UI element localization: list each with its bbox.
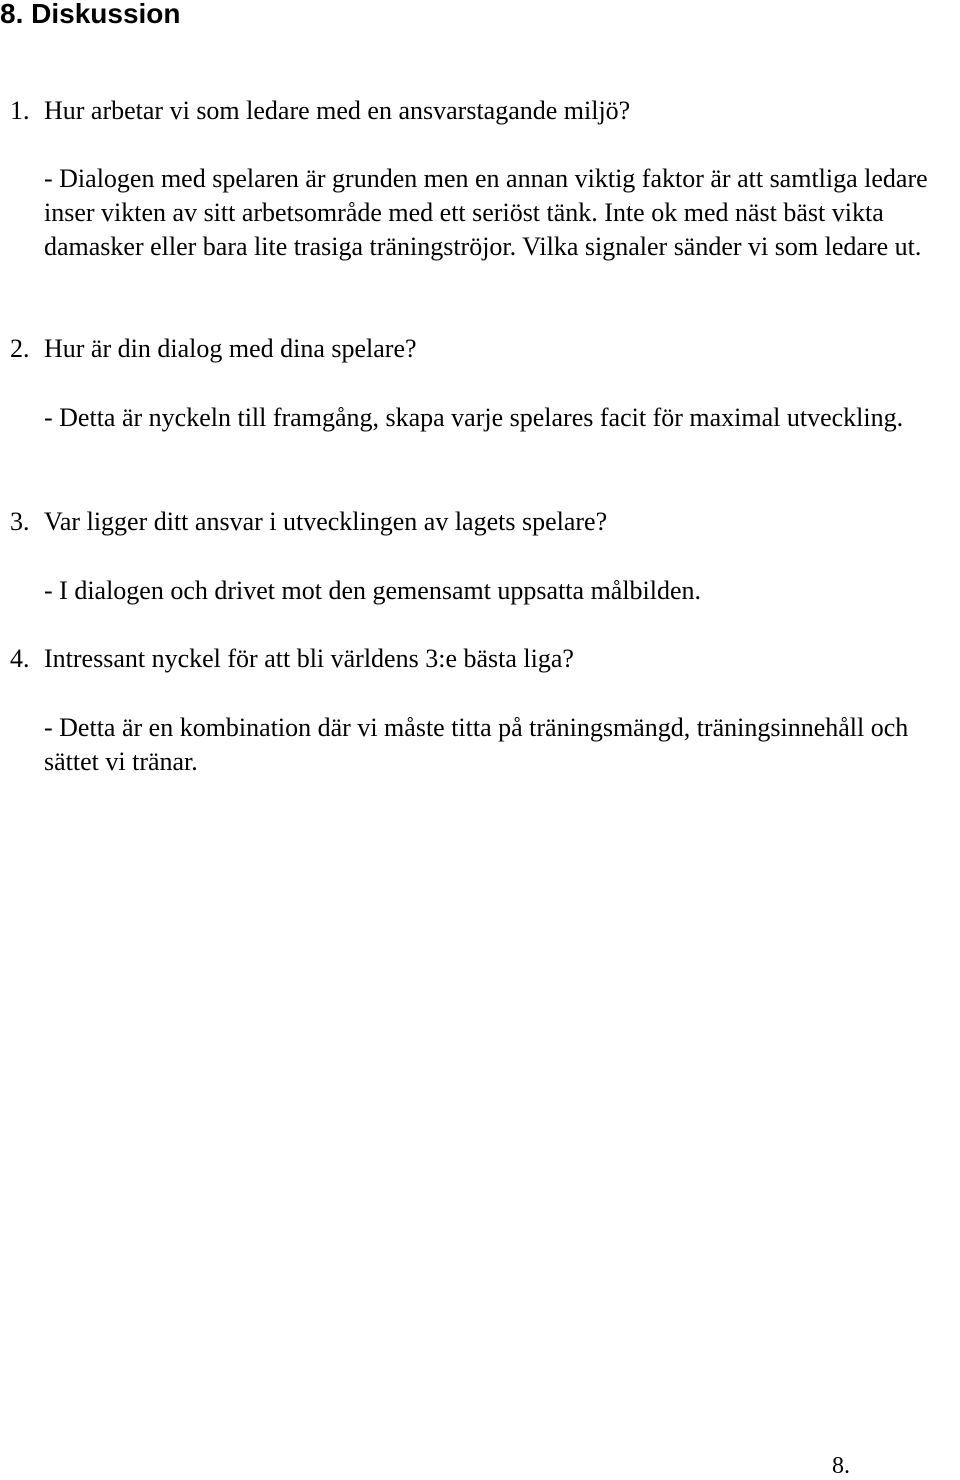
question-1 (10, 94, 630, 128)
answer-2: - Detta är nyckeln till framgång, skapa varje spelares facit för maximal utveckling. (44, 403, 904, 432)
question-2 (10, 332, 417, 366)
question-3 (10, 505, 607, 539)
question-3-number: 3. (10, 507, 30, 536)
question-4-text: Intressant nyckel för att bli världens 3:e bästa liga? (44, 644, 574, 673)
question-2-text: Hur är din dialog med dina spelare? (44, 334, 417, 363)
question-1-text: Hur arbetar vi som ledare med en ansvarstagande miljö? (44, 96, 631, 125)
question-3-text: Var ligger ditt ansvar i utvecklingen av lagets spelare? (44, 507, 608, 536)
question-4-number: 4. (10, 644, 30, 673)
answer-4: - Detta är en kombination där vi måste titta på träningsmängd, träningsinnehåll och sättet vi tränar. (44, 713, 909, 776)
answer-1: - Dialogen med spelaren är grunden men en annan viktig faktor är att samtliga ledare inser vikten av sitt arbetsområde med ett seriöst tänk. Inte ok med näst bäst vikta damasker eller bara lite trasiga träningströjor. Vilka signaler sänder vi som ledare ut. (44, 164, 928, 261)
question-2-number: 2. (10, 334, 30, 363)
section-heading: 8. Diskussion (0, 0, 181, 29)
answer-3: - I dialogen och drivet mot den gemensamt uppsatta målbilden. (44, 576, 702, 605)
question-4 (10, 642, 574, 676)
page-number: 8. (832, 1453, 850, 1479)
question-1-number: 1. (10, 96, 30, 125)
